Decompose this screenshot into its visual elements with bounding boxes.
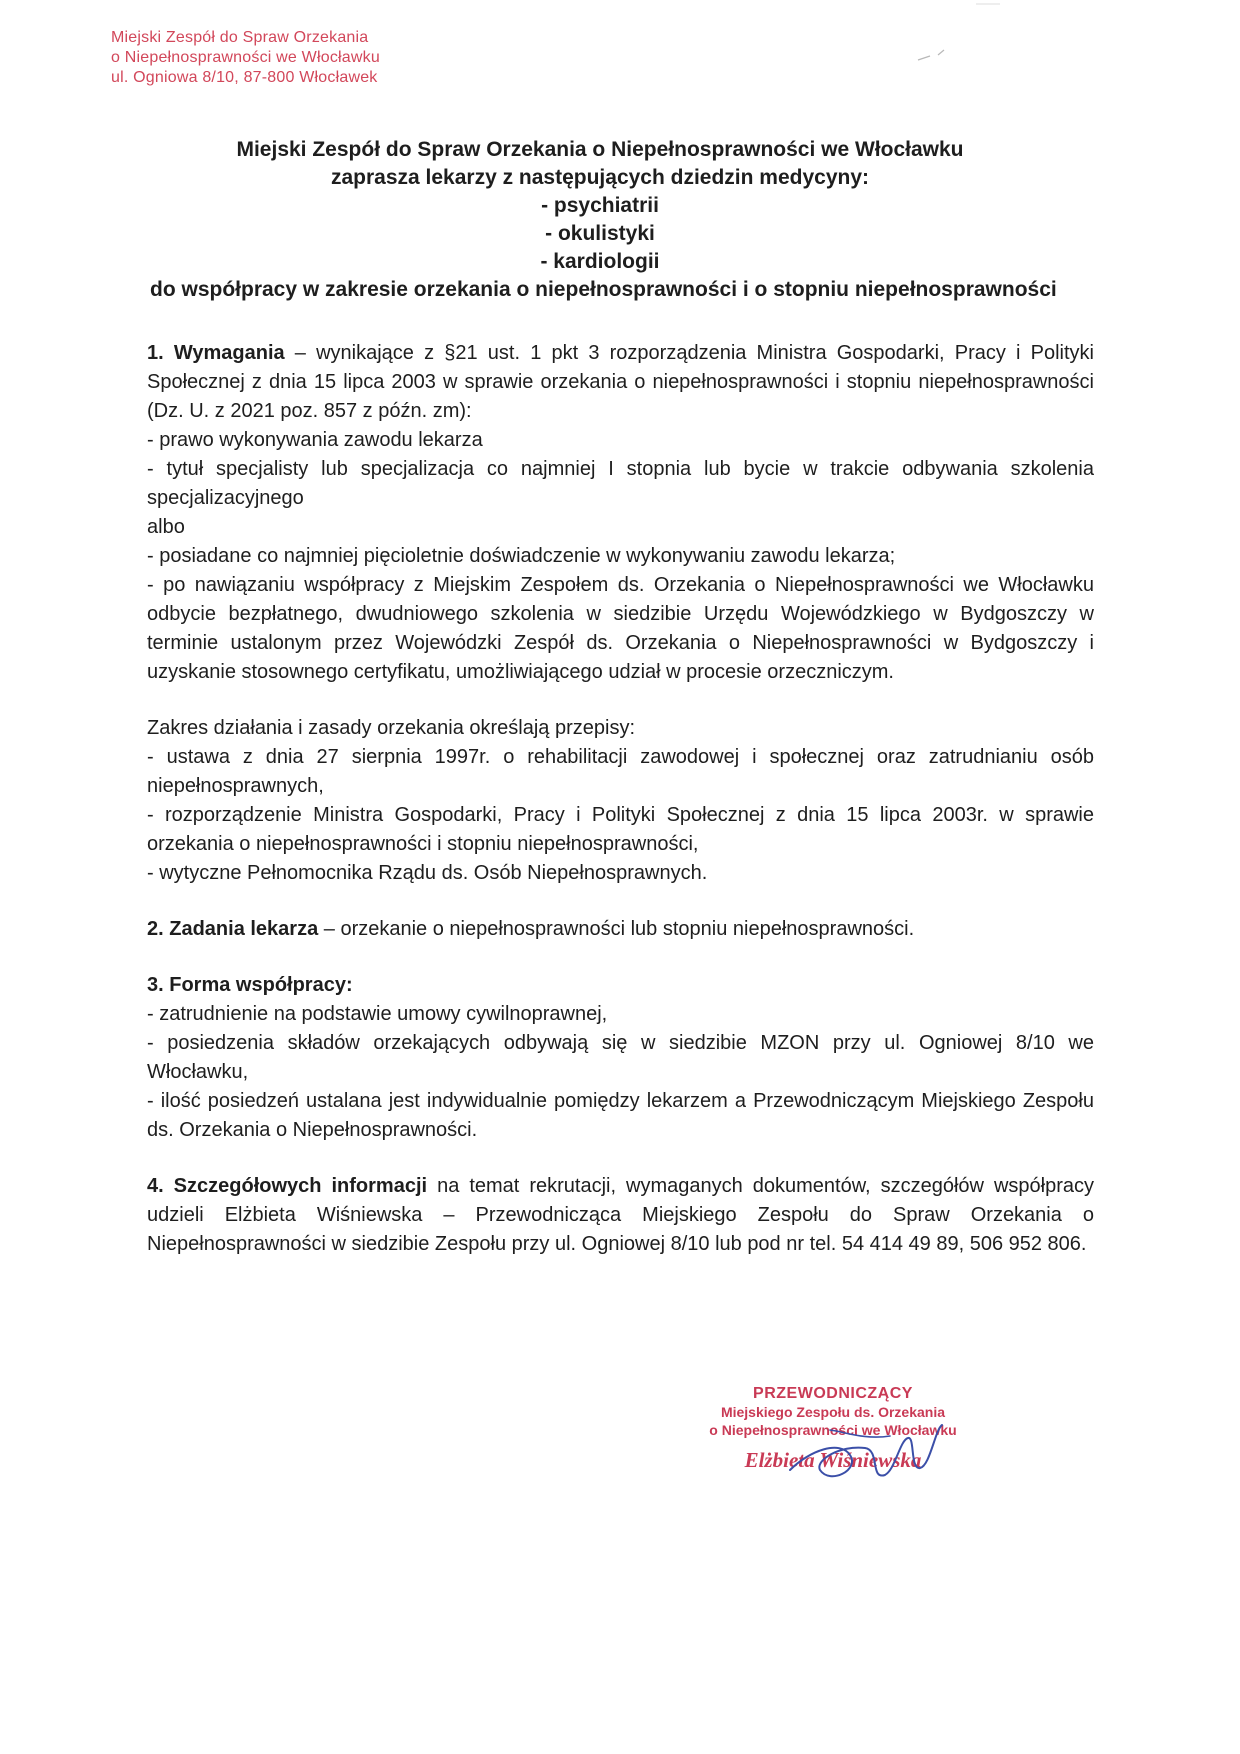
document-title	[150, 136, 1057, 304]
section-1-intro	[147, 339, 1094, 426]
section-2-text: – orzekanie o niepełnosprawności lub stopniu niepełnosprawności.	[318, 918, 915, 940]
title-specialty-cardiology: - kardiologii	[540, 250, 660, 273]
requirement-item-3: - posiadane co najmniej pięcioletnie doświadczenie w wykonywaniu zawodu lekarza;	[147, 545, 896, 567]
cooperation-item-1: - zatrudnienie na podstawie umowy cywilnoprawnej,	[147, 1003, 608, 1025]
title-line-1: Miejski Zespół do Spraw Orzekania o Niepełnosprawności we Włocławku	[236, 138, 964, 161]
regulation-item-3: - wytyczne Pełnomocnika Rządu ds. Osób Niepełnosprawnych.	[147, 862, 708, 884]
letterhead-address: ul. Ogniowa 8/10, 87-800 Włocławek	[111, 69, 378, 86]
title-specialty-ophthalmology: - okulistyki	[545, 222, 655, 245]
document-body	[147, 339, 1094, 1259]
section-3-heading	[147, 971, 1094, 1000]
regulations-intro: Zakres działania i zasady orzekania określają przepisy:	[147, 717, 636, 739]
section-1-heading: 1. Wymagania	[147, 342, 285, 364]
stamp-institution-line-1: Miejskiego Zespołu ds. Orzekania	[720, 1404, 946, 1420]
section-4-heading: 4. Szczegółowych informacji	[147, 1175, 428, 1197]
stamp-signatory-name: Elżbieta Wiśniewska	[744, 1448, 922, 1472]
requirement-item-2: - tytuł specjalisty lub specjalizacja co najmniej I stopnia lub bycie w trakcie odbywania szkolenia specjalizacyjnego	[147, 458, 1094, 509]
regulation-item-1: - ustawa z dnia 27 sierpnia 1997r. o rehabilitacji zawodowej i społecznej oraz zatrudnianiu osób niepełnosprawnych,	[147, 746, 1094, 797]
section-3-heading-text: 3. Forma współpracy:	[147, 974, 353, 996]
cooperation-item-2: - posiedzenia składów orzekających odbywają się w siedzibie MZON przy ul. Ogniowej 8/10 we Włocławku,	[147, 1032, 1094, 1083]
title-line-scope: do współpracy w zakresie orzekania o niepełnosprawności i o stopniu niepełnosprawności	[150, 278, 1057, 301]
handwritten-signature	[770, 1410, 970, 1510]
requirement-or: albo	[147, 516, 185, 538]
section-1-intro-text: – wynikające z §21 ust. 1 pkt 3 rozporządzenia Ministra Gospodarki, Pracy i Polityki Społecznej z dnia 15 lipca 2003 w sprawie orzekania o niepełnosprawności i stopniu niepełnosprawności (Dz. U. z 2021 poz. 857 z późn. zm):	[147, 342, 1094, 422]
requirement-item-1: - prawo wykonywania zawodu lekarza	[147, 429, 483, 451]
stamp-institution-line-2: o Niepełnosprawności we Włocławku	[709, 1422, 957, 1438]
requirement-item-4: - po nawiązaniu współpracy z Miejskim Zespołem ds. Orzekania o Niepełnosprawności we Włocławku odbycie bezpłatnego, dwudniowego szkolenia w siedzibie Urzędu Wojewódzkiego w Bydgoszczy w terminie ustalonym przez Wojewódzki Zespół ds. Orzekania o Niepełnosprawności w Bydgoszczy i uzyskanie stosownego certyfikatu, umożliwiającego udział w procesie orzeczniczym.	[147, 574, 1094, 683]
title-line-2: zaprasza lekarzy z następujących dziedzin medycyny:	[330, 166, 870, 189]
regulation-item-2: - rozporządzenie Ministra Gospodarki, Pracy i Polityki Społecznej z dnia 15 lipca 2003r. w sprawie orzekania o niepełnosprawności i stopniu niepełnosprawności,	[147, 804, 1094, 855]
letterhead-name-line-2: o Niepełnosprawności we Włocławku	[111, 49, 380, 66]
title-specialty-psychiatry: - psychiatrii	[541, 194, 659, 217]
section-4	[147, 1172, 1094, 1259]
section-2	[147, 915, 1094, 944]
section-2-heading: 2. Zadania lekarza	[147, 918, 319, 940]
letterhead-name-line-1: Miejski Zespół do Spraw Orzekania	[111, 29, 369, 46]
letterhead	[111, 28, 380, 88]
stamp-title: PRZEWODNICZĄCY	[753, 1385, 913, 1402]
cooperation-item-3: - ilość posiedzeń ustalana jest indywidualnie pomiędzy lekarzem a Przewodniczącym Miejskiego Zespołu ds. Orzekania o Niepełnosprawności.	[147, 1090, 1094, 1141]
section-4-text: na temat rekrutacji, wymaganych dokumentów, szczegółów współpracy udzieli Elżbieta Wiśniewska – Przewodnicząca Miejskiego Zespołu do Spraw Orzekania o Niepełnosprawności w siedzibie Zespołu przy ul. Ogniowej 8/10 lub pod nr tel. 54 414 49 89, 506 952 806.	[147, 1175, 1095, 1255]
